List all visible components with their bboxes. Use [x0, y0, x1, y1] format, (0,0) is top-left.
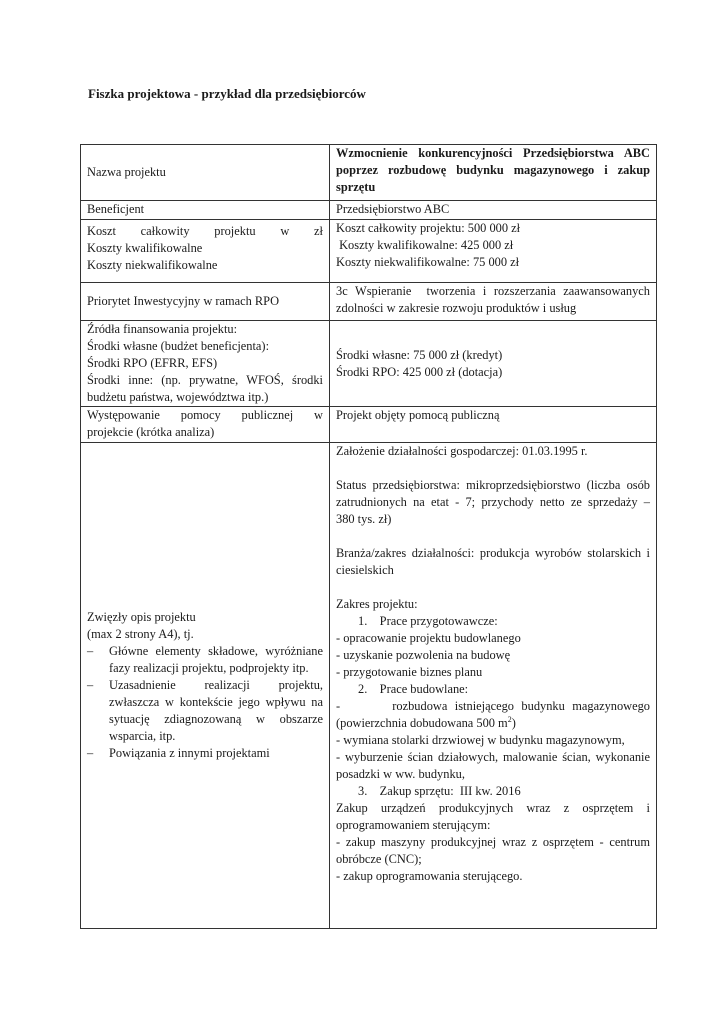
label-line: fazy realizacji projektu, podprojekty itp. [109, 661, 309, 675]
dash-marker: – [87, 746, 94, 760]
value-line: Środki własne: 75 000 zł (kredyt) [336, 347, 503, 362]
scope-heading: Zakres projektu: [336, 597, 418, 611]
value-description [330, 443, 657, 929]
purchase-line: oprogramowaniem sterującym: [336, 818, 491, 832]
label-line: Środki własne (budżet beneficjenta): [87, 339, 270, 353]
phase-2-item: - rozbudowa istniejącego budynku magazynowego [336, 699, 650, 713]
label-line: budżetu państwa, województwa itp.) [87, 390, 269, 404]
label-bullet [87, 745, 323, 762]
phase-1-item: - opracowanie projektu budowlanego [336, 631, 521, 645]
value-line: 3c Wspieranie tworzenia i rozszerzania zaawansowanych [336, 284, 650, 298]
value-line: Koszt całkowity projektu: 500 000 zł [336, 221, 521, 235]
dash-marker: – [87, 644, 94, 658]
value-priority [330, 283, 657, 321]
status-line: 380 tys. zł) [336, 512, 392, 526]
document-title: Fiszka projektowa - przykład dla przedsiębiorców [88, 86, 366, 101]
label-public-aid [81, 407, 330, 443]
row-funding [81, 321, 657, 407]
row-priority [81, 283, 657, 321]
phase-2-item: posadzki w ww. budynku, [336, 767, 465, 781]
project-sheet-table [80, 144, 657, 929]
row-project-name [81, 145, 657, 201]
label-line: Źródła finansowania projektu: [87, 322, 238, 336]
status-line: Status przedsiębiorstwa: mikroprzedsiębiorstwo (liczba osób [336, 478, 650, 492]
founded-date: Założenie działalności gospodarczej: 01.03.1995 r. [336, 444, 588, 458]
status-line: zatrudnionych na etat - 7; przychody netto ze sprzedaży – [336, 495, 650, 509]
phase-2-item: - wyburzenie ścian działowych, malowanie ścian, wykonanie [336, 750, 650, 764]
dash-marker: – [87, 678, 94, 692]
value-costs [330, 220, 657, 283]
industry-line: Branża/zakres działalności: produkcja wyrobów stolarskich i [336, 546, 650, 560]
value-beneficiary: Przedsiębiorstwo ABC [330, 201, 657, 220]
label-costs [81, 220, 330, 283]
purchase-item: - zakup oprogramowania sterującego. [336, 869, 523, 883]
value-funding [330, 321, 657, 407]
label-line: Środki inne: (np. prywatne, WFOŚ, środki [87, 373, 323, 387]
phase-1-item: - przygotowanie biznes planu [336, 665, 483, 679]
value-line: sprzętu [336, 180, 376, 194]
label-line: Występowanie pomocy publicznej w [87, 408, 323, 422]
purchase-item: obróbcze (CNC); [336, 852, 422, 866]
value-public-aid: Projekt objęty pomocą publiczną [330, 407, 657, 443]
label-line: sytuację zdiagnozowaną w obszarze [109, 712, 323, 726]
purchase-item: - zakup maszyny produkcyjnej wraz z osprzętem - centrum [336, 835, 650, 849]
label-funding [81, 321, 330, 407]
label-bullet [87, 677, 323, 745]
label-line: Koszt całkowity projektu w zł [87, 224, 323, 238]
label-line: Koszty niekwalifikowalne [87, 258, 218, 272]
industry-line: ciesielskich [336, 563, 394, 577]
row-beneficiary [81, 201, 657, 220]
phase-2-item [336, 715, 650, 732]
label-line: Główne elementy składowe, wyróżniane [109, 644, 323, 658]
label-priority: Priorytet Inwestycyjny w ramach RPO [81, 283, 330, 321]
phase-3-heading: 3. Zakup sprzętu: III kw. 2016 [358, 784, 521, 798]
label-line: Koszty kwalifikowalne [87, 241, 203, 255]
value-line: Wzmocnienie konkurencyjności Przedsiębiorstwa ABC [336, 146, 650, 160]
label-line: (max 2 strony A4), tj. [87, 627, 194, 641]
value-line: poprzez rozbudowę budynku magazynowego i zakup [336, 163, 650, 177]
row-costs [81, 220, 657, 283]
purchase-line: Zakup urządzeń produkcyjnych wraz z osprzętem i [336, 801, 650, 815]
phase-1-item: - uzyskanie pozwolenia na budowę [336, 648, 511, 662]
phase-1-heading: 1. Prace przygotowawcze: [358, 614, 498, 628]
label-beneficiary: Beneficjent [81, 201, 330, 220]
phase-2-area-end: ) [511, 716, 516, 730]
label-line: Zwięzły opis projektu [87, 610, 196, 624]
row-public-aid [81, 407, 657, 443]
value-line: Środki RPO: 425 000 zł (dotacja) [336, 364, 503, 379]
value-line: Koszty kwalifikowalne: 425 000 zł [336, 238, 514, 252]
label-line: zwłaszcza w kontekście jego wpływu na [109, 695, 323, 709]
phase-2-heading: 2. Prace budowlane: [358, 682, 469, 696]
label-bullet [87, 643, 323, 677]
label-line: projekcie (krótka analiza) [87, 425, 215, 439]
label-description [81, 443, 330, 929]
value-project-name [330, 145, 657, 201]
label-line: Środki RPO (EFRR, EFS) [87, 356, 218, 370]
phase-2-item: - wymiana stolarki drzwiowej w budynku magazynowym, [336, 733, 625, 747]
label-project-name: Nazwa projektu [81, 145, 330, 201]
row-description [81, 443, 657, 929]
label-line: wsparcia, itp. [109, 729, 176, 743]
phase-2-area-text: (powierzchnia dobudowana 500 m [336, 716, 508, 730]
value-line: zdolności w zakresie rozwoju produktów i usług [336, 301, 577, 315]
label-line: Powiązania z innymi projektami [109, 746, 270, 760]
value-line: Koszty niekwalifikowalne: 75 000 zł [336, 255, 520, 269]
phase-2-area-sup: 2 [507, 714, 512, 724]
label-line: Uzasadnienie realizacji projektu, [109, 678, 323, 692]
